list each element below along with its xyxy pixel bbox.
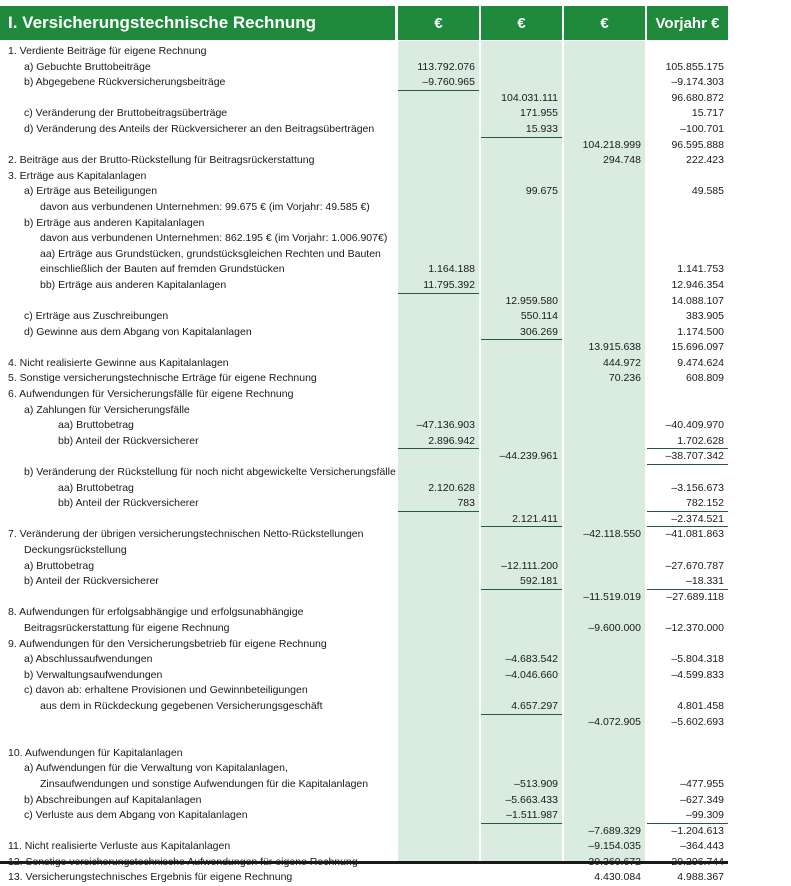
statement-row (0, 169, 791, 185)
row-label: einschließlich der Bauten auf fremden Grundstücken (40, 263, 285, 276)
row-label: b) Abschreibungen auf Kapitalanlagen (24, 793, 202, 806)
row-label: 13. Versicherungstechnisches Ergebnis für eigene Rechnung (8, 871, 293, 884)
row-label: 9. Aufwendungen für den Versicherungsbetrieb für eigene Rechnung (8, 637, 327, 650)
value-col-2: –513.909 (514, 777, 558, 790)
value-col-2: –4.046.660 (505, 668, 558, 681)
statement-row (0, 683, 791, 699)
statement-row (0, 122, 791, 138)
row-label: aa) Erträge aus Grundstücken, grundstücksgleichen Rechten und Bauten (40, 247, 381, 260)
statement-row (0, 387, 791, 403)
statement-row (0, 216, 791, 232)
value-col-3: 294.748 (603, 154, 641, 167)
value-col-4: 4.801.458 (677, 699, 724, 712)
row-label: a) Aufwendungen für die Verwaltung von Kapitalanlagen, (24, 762, 288, 775)
column-header-2: € (481, 6, 562, 40)
row-label: 10. Aufwendungen für Kapitalanlagen (8, 746, 183, 759)
value-col-4: –41.081.863 (665, 528, 724, 541)
value-col-4: –3.156.673 (671, 481, 724, 494)
value-col-3: 104.218.999 (582, 138, 641, 151)
value-col-4: –1.204.613 (671, 824, 724, 837)
row-label: b) Veränderung der Rückstellung für noch nicht abgewickelte Versicherungsfälle (24, 466, 396, 479)
value-col-3: 4.430.084 (594, 871, 641, 884)
value-col-4: –27.670.787 (665, 559, 724, 572)
row-label: a) Abschlussaufwendungen (24, 653, 153, 666)
value-col-3: 444.972 (603, 356, 641, 369)
value-col-4: –627.349 (680, 793, 724, 806)
value-col-1: –47.136.903 (416, 419, 475, 432)
value-col-4: –4.599.833 (671, 668, 724, 681)
value-col-4: 9.474.624 (677, 356, 724, 369)
statement-row (0, 340, 791, 356)
statement-row (0, 247, 791, 263)
value-col-2: –1.511.987 (481, 808, 558, 824)
statement-row (0, 808, 791, 824)
value-col-4: 12.946.354 (671, 278, 724, 291)
statement-row (0, 44, 791, 60)
row-label: b) Erträge aus anderen Kapitalanlagen (24, 216, 205, 229)
value-col-4: 15.717 (691, 107, 724, 120)
statement-row (0, 403, 791, 419)
row-label: c) Verluste aus dem Abgang von Kapitalanlagen (24, 809, 248, 822)
value-col-2: –4.683.542 (505, 653, 558, 666)
statement-row (0, 543, 791, 559)
statement-row (0, 574, 791, 590)
value-col-1: 2.120.628 (428, 481, 475, 494)
value-col-4: –18.331 (647, 574, 724, 590)
value-col-4: 1.174.500 (677, 325, 724, 338)
row-label: bb) Erträge aus anderen Kapitalanlagen (40, 278, 227, 291)
column-header-1: € (398, 6, 479, 40)
value-col-4: –99.309 (647, 808, 724, 824)
value-col-4: 96.595.888 (671, 138, 724, 151)
value-col-4: –477.955 (680, 777, 724, 790)
bottom-rule (0, 861, 728, 864)
statement-row (0, 153, 791, 169)
statement-row (0, 777, 791, 793)
value-col-3: 13.915.638 (588, 341, 641, 354)
statement-row (0, 371, 791, 387)
value-col-1: 11.795.392 (398, 278, 475, 294)
value-col-2: 306.269 (481, 325, 558, 341)
row-label: aa) Bruttobetrag (58, 481, 134, 494)
statement-row (0, 184, 791, 200)
statement-row (0, 699, 791, 715)
row-label: a) Zahlungen für Versicherungsfälle (24, 403, 190, 416)
statement-row (0, 839, 791, 855)
statement-row (0, 325, 791, 341)
row-label: b) Abgegebene Rückversicherungsbeiträge (24, 76, 226, 89)
statement-row (0, 434, 791, 450)
row-label: Deckungsrückstellung (24, 544, 127, 556)
value-col-3: –4.072.905 (588, 715, 641, 728)
statement-row (0, 138, 791, 154)
statement-row (0, 559, 791, 575)
statement-row (0, 481, 791, 497)
value-col-1: –9.760.965 (398, 75, 475, 91)
row-label: b) Verwaltungsaufwendungen (24, 668, 163, 681)
value-col-3: 70.236 (608, 372, 641, 385)
row-label: 7. Veränderung der übrigen versicherungstechnischen Netto-Rückstellungen (8, 528, 364, 541)
value-col-4: 96.680.872 (671, 91, 724, 104)
value-col-2: –5.663.433 (505, 793, 558, 806)
value-col-4: 383.905 (686, 310, 724, 323)
row-label: aa) Bruttobetrag (58, 419, 134, 432)
statement-row (0, 512, 791, 528)
value-col-4: 1.141.753 (677, 263, 724, 276)
value-col-4: –40.409.970 (665, 419, 724, 432)
statement-row (0, 91, 791, 107)
value-col-4: 14.088.107 (671, 294, 724, 307)
statement-row (0, 356, 791, 372)
row-label: d) Gewinne aus dem Abgang von Kapitalanlagen (24, 325, 252, 338)
statement-row (0, 746, 791, 762)
row-label: bb) Anteil der Rückversicherer (58, 497, 199, 510)
row-label: bb) Anteil der Rückversicherer (58, 434, 199, 447)
value-col-2: –44.239.961 (499, 450, 558, 463)
statement-row (0, 730, 791, 746)
value-col-2: 2.121.411 (481, 512, 558, 528)
value-col-4: 222.423 (686, 154, 724, 167)
value-col-4: 4.988.367 (677, 871, 724, 884)
row-label: 11. Nicht realisierte Verluste aus Kapitalanlagen (8, 840, 231, 853)
row-label: 6. Aufwendungen für Versicherungsfälle für eigene Rechnung (8, 388, 294, 401)
value-col-2: 550.114 (520, 310, 558, 323)
statement-row (0, 637, 791, 653)
value-col-4: 49.585 (691, 185, 724, 198)
section-title: I. Versicherungstechnische Rechnung (0, 6, 395, 40)
value-col-3: –9.600.000 (588, 621, 641, 634)
statement-row (0, 652, 791, 668)
statement-rows (0, 44, 791, 886)
value-col-4: –38.707.342 (647, 449, 724, 465)
statement-row (0, 668, 791, 684)
value-col-3: –11.519.019 (583, 590, 641, 603)
value-col-4: –27.689.118 (666, 590, 724, 603)
value-col-1: 783 (398, 496, 475, 512)
statement-row (0, 527, 791, 543)
value-col-2: –12.111.200 (501, 559, 558, 572)
row-label: c) Veränderung der Bruttobeitragsüberträge (24, 107, 228, 120)
statement-row (0, 496, 791, 512)
row-label: 8. Aufwendungen für erfolgsabhängige und erfolgsunabhängige (8, 606, 304, 619)
statement-row (0, 824, 791, 840)
statement-row (0, 715, 791, 731)
statement-row (0, 60, 791, 76)
value-col-4: 15.696.097 (671, 341, 724, 354)
value-col-4: –100.701 (680, 122, 724, 135)
value-col-4: –5.602.693 (671, 715, 724, 728)
statement-row (0, 231, 791, 247)
value-col-2: 171.955 (520, 107, 558, 120)
value-col-3: –42.118.550 (583, 528, 641, 541)
row-label: aus dem in Rückdeckung gegebenen Versicherungsgeschäft (40, 699, 323, 712)
value-col-3: –9.154.035 (588, 840, 641, 853)
row-label: c) Erträge aus Zuschreibungen (24, 310, 169, 323)
value-col-4: 782.152 (647, 496, 724, 512)
statement-row (0, 590, 791, 606)
row-label: 1. Verdiente Beiträge für eigene Rechnung (8, 45, 207, 57)
column-header-3: € (564, 6, 645, 40)
value-col-2: 104.031.111 (501, 91, 558, 104)
statement-row (0, 106, 791, 122)
row-label: a) Bruttobetrag (24, 559, 95, 572)
statement-row (0, 449, 791, 465)
row-label: a) Gebuchte Bruttobeiträge (24, 60, 151, 73)
value-col-2: 592.181 (481, 574, 558, 590)
statement-row (0, 278, 791, 294)
row-label: a) Erträge aus Beteiligungen (24, 185, 158, 198)
value-col-4: –5.804.318 (671, 653, 724, 666)
row-label: d) Veränderung des Anteils der Rückversicherer an den Beitragsüberträgen (24, 122, 375, 135)
statement-row (0, 793, 791, 809)
value-col-4: –9.174.303 (671, 76, 724, 89)
value-col-1: 2.896.942 (398, 434, 475, 450)
value-col-3: –7.689.329 (588, 824, 641, 837)
statement-row (0, 465, 791, 481)
statement-row (0, 418, 791, 434)
statement-row (0, 761, 791, 777)
value-col-4: –2.374.521 (647, 512, 724, 528)
value-col-2: 15.933 (481, 122, 558, 138)
value-col-1: 113.792.076 (417, 60, 475, 73)
value-col-4: 105.855.175 (665, 60, 724, 73)
row-label: 2. Beiträge aus der Brutto-Rückstellung für Beitragsrückerstattung (8, 154, 315, 167)
row-label: Beitragsrückerstattung für eigene Rechnung (24, 621, 230, 634)
value-col-2: 99.675 (525, 185, 558, 198)
row-label: 3. Erträge aus Kapitalanlagen (8, 169, 147, 182)
statement-row (0, 200, 791, 216)
row-label: c) davon ab: erhaltene Provisionen und Gewinnbeteiligungen (24, 684, 308, 697)
value-col-4: –12.370.000 (665, 621, 724, 634)
row-label: davon aus verbundenen Unternehmen: 862.195 € (im Vorjahr: 1.006.907€) (40, 232, 388, 245)
row-label: b) Anteil der Rückversicherer (24, 575, 159, 588)
value-col-4: –364.443 (680, 840, 724, 853)
row-label: davon aus verbundenen Unternehmen: 99.675 € (im Vorjahr: 49.585 €) (40, 200, 370, 213)
column-header-prior-year: Vorjahr € (647, 6, 728, 40)
statement-row (0, 605, 791, 621)
value-col-1: 1.164.188 (428, 263, 475, 276)
row-label: 5. Sonstige versicherungstechnische Erträge für eigene Rechnung (8, 372, 317, 385)
value-col-4: 1.702.628 (647, 434, 724, 450)
value-col-2: 12.959.580 (505, 294, 558, 307)
statement-row (0, 262, 791, 278)
row-label: Zinsaufwendungen und sonstige Aufwendungen für die Kapitalanlagen (40, 777, 369, 790)
value-col-2: 4.657.297 (481, 699, 558, 715)
value-col-4: 608.809 (686, 372, 724, 385)
statement-row (0, 75, 791, 91)
statement-row (0, 621, 791, 637)
row-label: 4. Nicht realisierte Gewinne aus Kapitalanlagen (8, 356, 229, 369)
statement-row (0, 294, 791, 310)
statement-row (0, 309, 791, 325)
